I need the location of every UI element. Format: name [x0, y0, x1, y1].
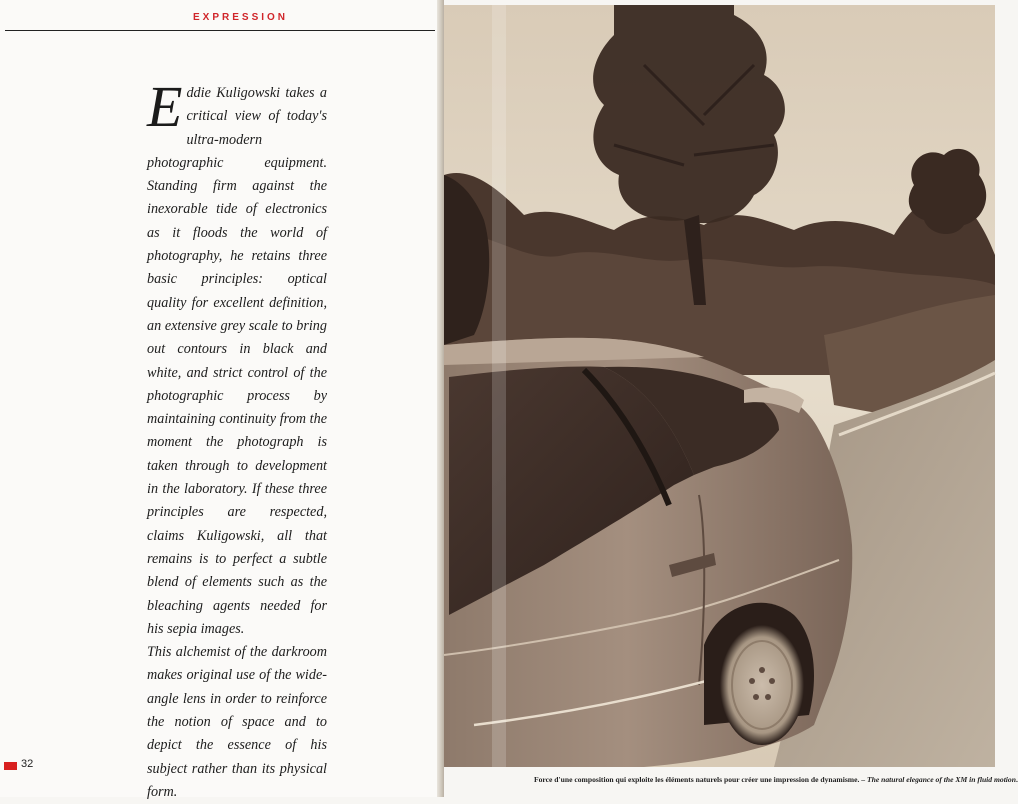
left-page: [0, 0, 437, 800]
caption-period: .: [1015, 775, 1018, 784]
caption-french: Force d'une composition qui exploite les éléments naturels pour créer une impression de dynamisme.: [534, 775, 860, 784]
article-paragraph-2: This alchemist of the darkroom makes original use of the wide-angle lens in order to reinforce the notion of space and to depict the essence of his subject rather than its physical form.: [147, 644, 327, 800]
section-header: EXPRESSION: [193, 12, 289, 23]
caption-separator: –: [859, 775, 867, 784]
paragraph-1-text: ddie Kuligowski takes a critical view of today's ultra-modern photographic equipment. Standing firm against the inexorable tide of electronics as it floods the world of photography, he retains three basic principles: optical quality for excellent definition, an extensive grey scale to bring out contours in black and white, and strict control of the photographic process by maintaining continuity from the moment the photograph is taken through to development in the laboratory. If these three principles are respected, claims Kuligowski, all that remains is to perfect a subtle blend of elements such as the bleaching agents needed for his sepia images.: [147, 85, 327, 637]
article-paragraph-1: [147, 74, 327, 641]
sepia-car-photo: [444, 5, 995, 767]
photo-caption: [534, 775, 1018, 784]
page-number-marker: [4, 762, 17, 770]
caption-english: The natural elegance of the XM in fluid motion: [867, 775, 1016, 784]
page-number: 32: [21, 758, 34, 770]
header-rule: [5, 30, 435, 31]
page-gutter: [437, 0, 444, 797]
photo-illustration: [444, 5, 995, 767]
article-body: [147, 74, 327, 804]
drop-cap: E: [147, 74, 183, 139]
